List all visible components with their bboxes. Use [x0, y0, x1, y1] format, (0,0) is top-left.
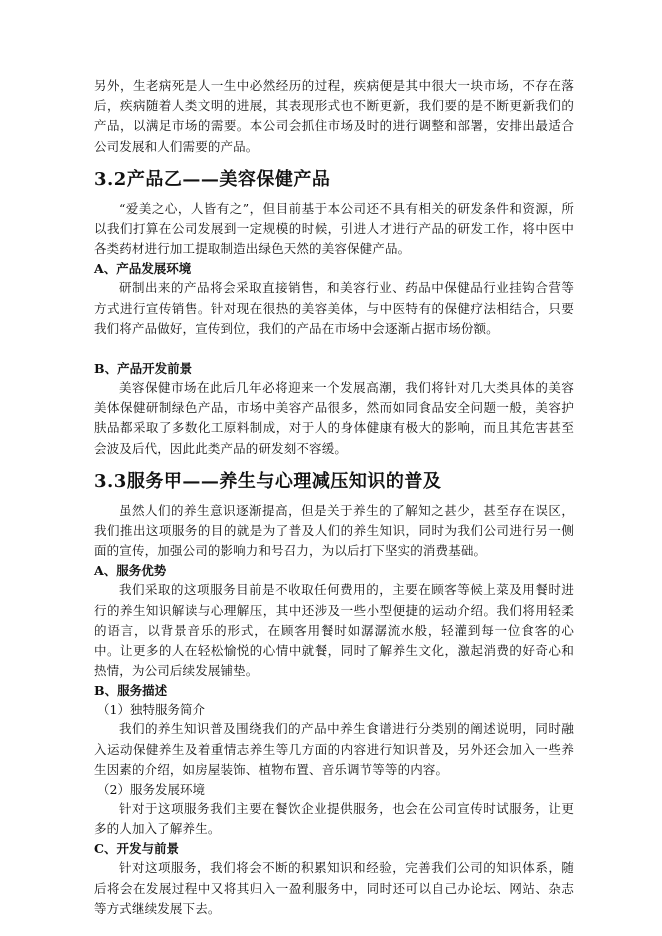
- section-3-2-heading: 3.2产品乙——美容保健产品: [94, 168, 331, 190]
- blank-line: [94, 339, 574, 359]
- section-3-2-paragraph: “爱美之心，人皆有之”，但目前基于本公司还不具有相关的研发条件和资源，所以我们打算在公司发展到一定规模的时候，引进人才进行产品的研发工作，将中医中各类药材进行加工提取制造出绿色天然的美容保健产品。: [94, 200, 574, 257]
- section-3-3-b-title: B、服务描述: [94, 683, 168, 699]
- document-page: [94, 76, 574, 919]
- section-3-3-b1-paragraph: 我们的养生知识普及围绕我们的产品中养生食谱进行分类别的阐述说明，同时融入运动保健养生及着重情志养生等几方面的内容进行知识普及，另外还会加入一些养生因素的介绍，如房屋装饰、植物布置、音乐调节等等的内容。: [94, 721, 574, 777]
- section-3-3-a-title: A、服务优势: [94, 563, 167, 579]
- section-3-3-b1-title: （1）独特服务简介: [97, 702, 205, 718]
- section-3-3-b2-paragraph: 针对于这项服务我们主要在餐饮企业提供服务，也会在公司宣传时试服务，让更多的人加入了解养生。: [94, 801, 574, 837]
- section-3-3-b2-title: （2）服务发展环境: [97, 782, 205, 798]
- section-3-3-c-paragraph: 针对这项服务，我们将会不断的积累知识和经验，完善我们公司的知识体系，随后将会在发展过程中又将其归入一盈利服务中，同时还可以自己办论坛、网站、杂志等方式继续发展下去。: [94, 860, 574, 916]
- section-3-3-heading: 3.3服务甲——养生与心理减压知识的普及: [94, 470, 442, 492]
- section-3-3-a-paragraph: 我们采取的这项服务目前是不收取任何费用的，主要在顾客等候上菜及用餐时进行的养生知识解读与心理解压，其中还涉及一些小型便捷的运动介绍。我们将用轻柔的语言，以背景音乐的形式，在顾客用餐时如潺潺流水般，轻灌到每一位食客的心中。让更多的人在轻松愉悦的心情中就餐，同时了解养生文化，激起消费的好奇心和热情，为公司后续发展铺垫。: [94, 582, 574, 679]
- section-3-3-c-title: C、开发与前景: [94, 841, 179, 857]
- section-3-3-paragraph: 虽然人们的养生意识逐渐提高，但是关于养生的了解知之甚少，甚至存在误区，我们推出这项服务的目的就是为了普及人们的养生知识，同时为我们公司进行另一侧面的宣传，加强公司的影响力和号召力，为以后打下坚实的消费基础。: [94, 502, 574, 559]
- section-3-2-b-paragraph: 美容保健市场在此后几年必将迎来一个发展高潮，我们将针对几大类具体的美容美体保健研制绿色产品，市场中美容产品很多，然而如同食品安全问题一般，美容护肤品都采取了多数化工原料制成，对于人的身体健康有极大的影响，而且其危害甚至会波及后代，因此此类产品的研发刻不容缓。: [94, 380, 574, 456]
- intro-paragraph: 另外，生老病死是人一生中必然经历的过程，疾病便是其中很大一块市场，不存在落后，疾病随着人类文明的进展，其表现形式也不断更新，我们要的是不断更新我们的产品，以满足市场的需要。本公司会抓住市场及时的进行调整和部署，安排出最适合公司发展和人们需要的产品。: [94, 78, 574, 154]
- section-3-2-b-title: B、产品开发前景: [94, 361, 193, 377]
- section-3-2-a-paragraph: 研制出来的产品将会采取直接销售，和美容行业、药品中保健品行业挂钩合营等方式进行宣传销售。针对现在很热的美容美体，与中医特有的保健疗法相结合，只要我们将产品做好，宣传到位，我们的产品在市场中会逐渐占据市场份额。: [94, 280, 574, 336]
- section-3-2-a-title: A、产品发展环境: [94, 261, 192, 277]
